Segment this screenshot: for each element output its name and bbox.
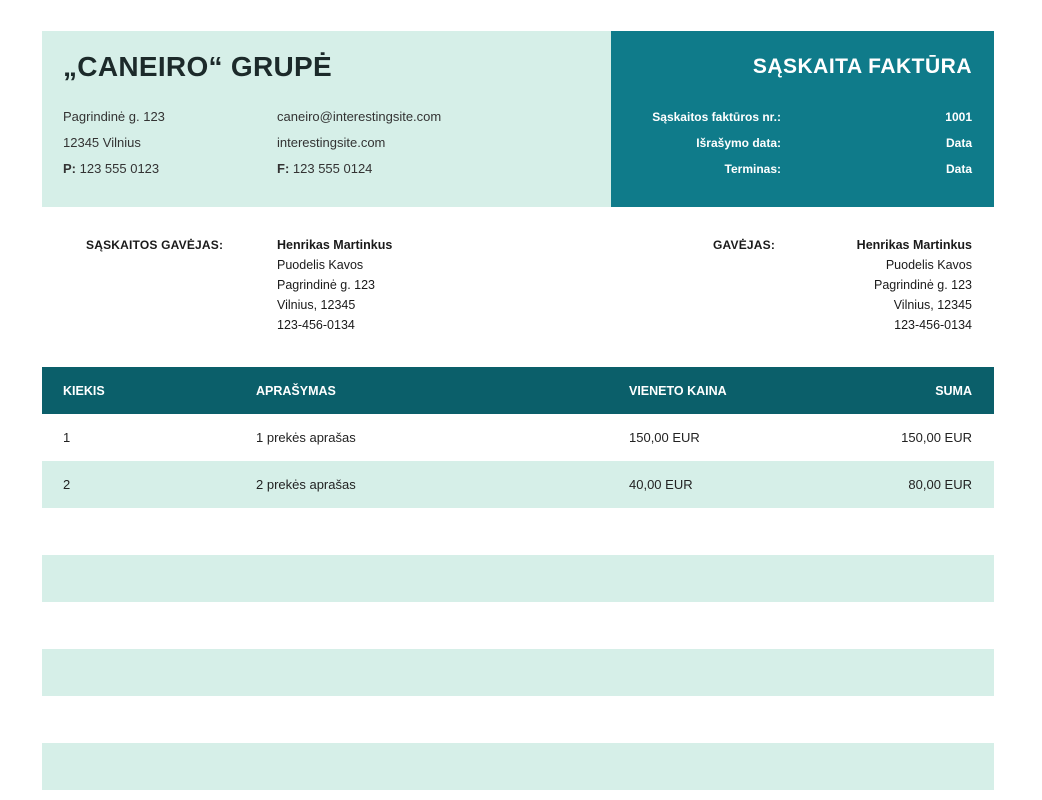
header-description: APRAŠYMAS — [256, 383, 336, 398]
invoice-date-label: Išrašymo data: — [696, 136, 781, 150]
table-row — [42, 461, 994, 508]
invoice-meta-block — [611, 31, 994, 207]
bill-to-details — [277, 235, 392, 335]
empty-row — [42, 649, 994, 696]
table-header — [42, 367, 994, 414]
phone-value: 123 555 0123 — [76, 161, 160, 176]
header-quantity: KIEKIS — [63, 383, 105, 398]
company-address — [63, 104, 165, 182]
invoice-header — [42, 31, 994, 207]
ship-to-name: Henrikas Martinkus — [856, 238, 972, 252]
bill-to-phone: 123-456-0134 — [277, 318, 355, 332]
fax-label: F: — [277, 161, 290, 176]
ship-to-label-block — [713, 235, 775, 255]
bill-to-name: Henrikas Martinkus — [277, 238, 393, 252]
bill-to-city: Vilnius, 12345 — [277, 298, 356, 312]
cell-total: 80,00 EUR — [908, 477, 972, 492]
empty-row — [42, 743, 994, 790]
items-table — [42, 367, 994, 790]
ship-to-company: Puodelis Kavos — [885, 258, 972, 272]
fax-line — [277, 156, 441, 182]
ship-to-city: Vilnius, 12345 — [893, 298, 972, 312]
invoice-number-value: 1001 — [945, 110, 972, 124]
invoice-due-row — [611, 156, 994, 182]
invoice-date-row — [611, 130, 994, 156]
header-unit-price: VIENETO KAINA — [629, 383, 727, 398]
invoice-number-label: Sąskaitos faktūros nr.: — [652, 110, 781, 124]
phone-line — [63, 156, 165, 182]
ship-to-details — [857, 235, 972, 335]
invoice-due-value: Data — [945, 162, 972, 176]
table-row — [42, 414, 994, 461]
invoice-meta — [611, 104, 994, 182]
invoice-title: SĄSKAITA FAKTŪRA — [752, 55, 972, 78]
email-text[interactable]: caneiro@interestingsite.com — [277, 109, 442, 124]
ship-to-phone: 123-456-0134 — [894, 318, 972, 332]
empty-row — [42, 555, 994, 602]
cell-unit-price: 40,00 EUR — [629, 477, 693, 492]
empty-row — [42, 508, 994, 555]
cell-quantity: 1 — [63, 430, 71, 445]
bill-to-label-block — [86, 235, 223, 255]
company-block — [42, 31, 611, 207]
address-line1: Pagrindinė g. 123 — [63, 109, 165, 124]
bill-to-street: Pagrindinė g. 123 — [277, 278, 375, 292]
header-total: SUMA — [935, 383, 972, 398]
empty-row — [42, 602, 994, 649]
address-line2: 12345 Vilnius — [63, 135, 141, 150]
cell-description: 1 prekės aprašas — [256, 430, 356, 445]
cell-unit-price: 150,00 EUR — [629, 430, 700, 445]
invoice-due-label: Terminas: — [724, 162, 781, 176]
company-contact — [277, 104, 441, 182]
invoice-date-value: Data — [945, 136, 972, 150]
invoice-number-row — [611, 104, 994, 130]
company-name: „CANEIRO“ GRUPĖ — [63, 51, 332, 82]
ship-to-street: Pagrindinė g. 123 — [874, 278, 972, 292]
bill-to-label: SĄSKAITOS GAVĖJAS: — [86, 238, 224, 252]
fax-value: 123 555 0124 — [289, 161, 373, 176]
cell-total: 150,00 EUR — [901, 430, 972, 445]
website-text[interactable]: interestingsite.com — [277, 135, 386, 150]
phone-label: P: — [63, 161, 76, 176]
empty-row — [42, 696, 994, 743]
cell-description: 2 prekės aprašas — [256, 477, 356, 492]
bill-to-company: Puodelis Kavos — [277, 258, 364, 272]
cell-quantity: 2 — [63, 477, 71, 492]
ship-to-label: GAVĖJAS: — [713, 238, 776, 252]
